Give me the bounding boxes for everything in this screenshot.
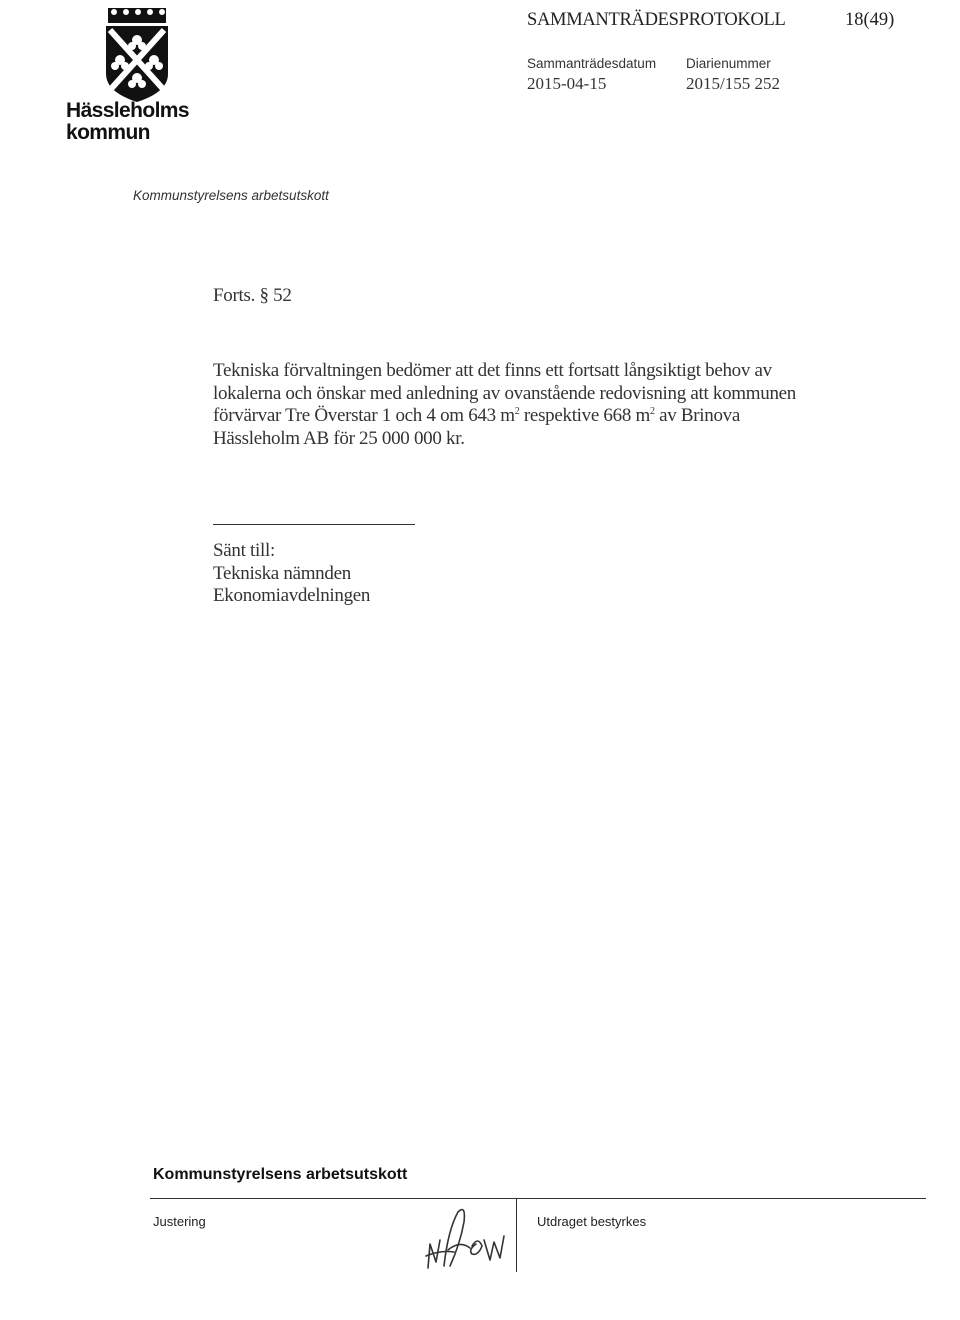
justering-label: Justering	[153, 1214, 206, 1229]
paragraph-line: lokalerna och önskar med anledning av ovanstående redovisning att kommunen	[213, 382, 796, 404]
footer-committee-name: Kommunstyrelsens arbetsutskott	[153, 1166, 408, 1183]
distribution-divider	[213, 524, 415, 525]
logo-line-2: kommun	[66, 121, 150, 144]
meeting-date-value: 2015-04-15	[527, 74, 607, 93]
paragraph-text: respektive 668 m	[519, 405, 650, 426]
logo-line-1: Hässleholms	[66, 99, 189, 122]
footer-rule	[150, 1198, 926, 1199]
paragraph-text: förvärvar Tre Överstar 1 och 4 om 643 m	[213, 405, 515, 426]
distribution-label: Sänt till:	[213, 540, 275, 561]
section-reference: Forts. § 52	[213, 285, 292, 306]
diary-number-label: Diarienummer	[686, 56, 771, 71]
certified-label: Utdraget bestyrkes	[537, 1214, 647, 1229]
superscript: 2	[649, 406, 655, 417]
paragraph-line	[213, 405, 833, 428]
document-title: SAMMANTRÄDESPROTOKOLL	[527, 10, 786, 30]
committee-name: Kommunstyrelsens arbetsutskott	[133, 188, 329, 203]
paragraph-text: av Brinova	[654, 405, 741, 426]
distribution-recipient: Tekniska nämnden	[213, 562, 351, 584]
page-number: 18(49)	[845, 10, 895, 30]
superscript: 2	[514, 406, 520, 417]
meeting-date-label: Sammanträdesdatum	[527, 56, 657, 71]
signature-initials	[420, 1200, 512, 1274]
distribution-recipient: Ekonomiavdelningen	[213, 585, 371, 606]
decision-paragraph	[213, 360, 833, 450]
distribution-list	[213, 540, 370, 608]
footer-divider	[516, 1198, 517, 1272]
paragraph-line: Hässleholm AB för 25 000 000 kr.	[213, 427, 465, 449]
logo-text	[66, 100, 216, 144]
diary-number-value: 2015/155 252	[686, 74, 780, 93]
paragraph-line: Tekniska förvaltningen bedömer att det finns ett fortsatt långsiktigt behov av	[213, 360, 772, 381]
